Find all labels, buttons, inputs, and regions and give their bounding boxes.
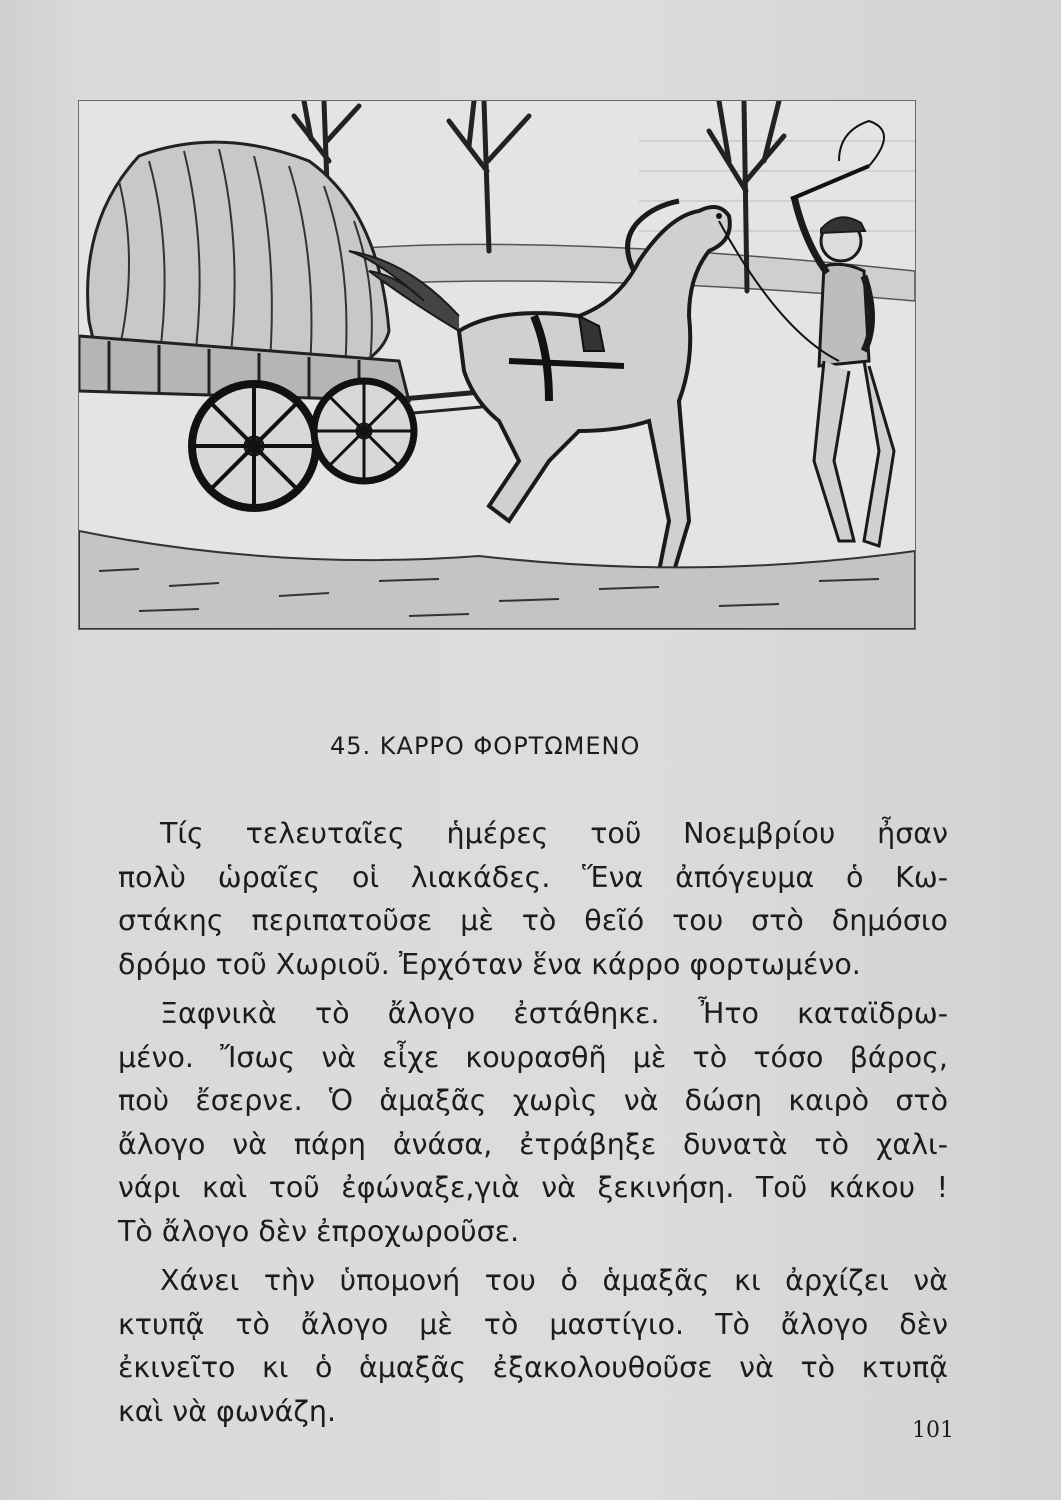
text-line: ἐκινεῖτο κι ὁ ἁμαξᾶς ἐξακολουθοῦσε νὰ τὸ κτυπᾷ [118, 1351, 948, 1384]
illustration-drawing [79, 101, 915, 629]
text-line: Τὸ ἄλογο δὲν ἐπροχωροῦσε. [118, 1214, 520, 1248]
story-text [118, 812, 948, 1433]
text-line: δρόμο τοῦ Χωριοῦ. Ἐρχόταν ἕνα κάρρο φορτωμένο. [118, 947, 861, 981]
text-line: κτυπᾷ τὸ ἄλογο μὲ τὸ μαστίγιο. Τὸ ἄλογο δὲν [118, 1307, 948, 1341]
text-line: στάκης περιπατοῦσε μὲ τὸ θεῖό του στὸ δημόσιο [118, 904, 948, 937]
text-line: πολὺ ὡραῖες οἱ λιακάδες. Ἕνα ἀπόγευμα ὁ Κω- [118, 860, 948, 894]
text-line: μένο. Ἴσως νὰ εἶχε κουρασθῆ μὲ τὸ τόσο βάρος, [118, 1040, 948, 1074]
text-line: Χάνει τὴν ὑπομονή του ὁ ἁμαξᾶς κι ἀρχίζει νὰ [160, 1264, 948, 1297]
illustration-horse-cart [78, 100, 916, 630]
text-line: καὶ νὰ φωνάζη. [118, 1394, 337, 1428]
text-line: ποὺ ἔσερνε. Ὁ ἁμαξᾶς χωρὶς νὰ δώση καιρὸ στὸ [118, 1084, 948, 1117]
text-line: Τίς τελευταῖες ἡμέρες τοῦ Νοεμβρίου ἦσαν [160, 817, 948, 850]
chapter-title: 45. ΚΑΡΡΟ ΦΟΡΤΩΜΕΝΟ [330, 732, 641, 760]
text-line: Ξαφνικὰ τὸ ἄλογο ἐστάθηκε. Ἦτο καταϊδρω- [160, 997, 948, 1030]
page-number: 101 [912, 1418, 954, 1443]
text-line: νάρι καὶ τοῦ ἐφώναξε,γιὰ νὰ ξεκινήση. Τοῦ κάκου ! [118, 1171, 948, 1204]
text-line: ἄλογο νὰ πάρη ἀνάσα, ἐτράβηξε δυνατὰ τὸ χαλι- [118, 1127, 948, 1161]
